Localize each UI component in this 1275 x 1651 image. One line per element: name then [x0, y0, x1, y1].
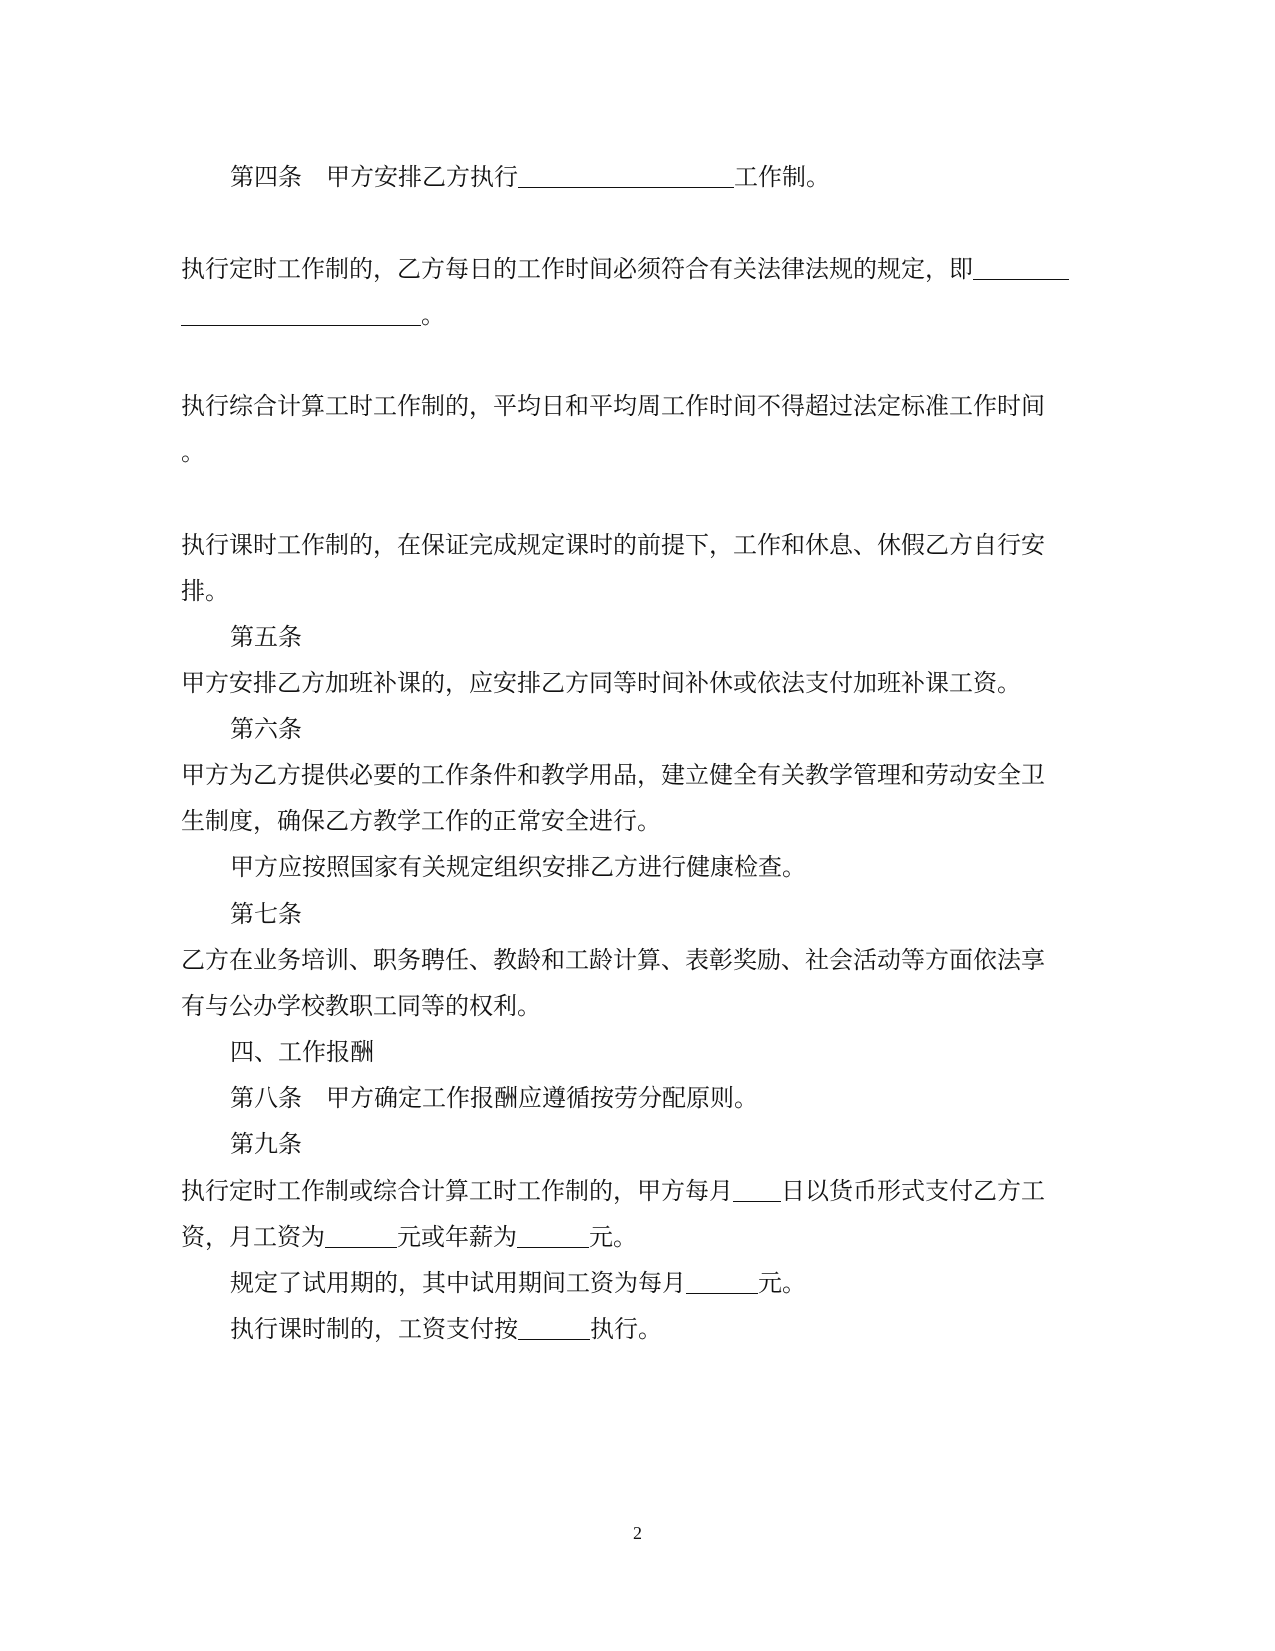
article-6-heading: 第六条	[230, 715, 302, 743]
class-hours-line-1: 执行课时工作制的，在保证完成规定课时的前提下，工作和休息、休假乙方自行安	[181, 531, 1045, 559]
article-9-text-1: 执行定时工作制或综合计算工时工作制的，甲方每月＿＿日以货币形式支付乙方工	[181, 1177, 1045, 1205]
article-7-text-1: 乙方在业务培训、职务聘任、教龄和工龄计算、表彰奖励、社会活动等方面依法享	[181, 946, 1045, 974]
article-6-text-3: 甲方应按照国家有关规定组织安排乙方进行健康检查。	[230, 853, 806, 881]
class-hours-line-2: 排。	[181, 577, 229, 605]
article-9-text-3: 规定了试用期的，其中试用期间工资为每月＿＿＿元。	[230, 1269, 806, 1297]
section-4-heading: 四、工作报酬	[230, 1038, 374, 1066]
fixed-hours-line-1: 执行定时工作制的，乙方每日的工作时间必须符合有关法律法规的规定，即＿＿＿＿	[181, 255, 1069, 283]
article-6-text-2: 生制度，确保乙方教学工作的正常安全进行。	[181, 807, 661, 835]
comprehensive-hours-line-2: 。	[181, 438, 205, 466]
article-7-heading: 第七条	[230, 900, 302, 928]
article-5-heading: 第五条	[230, 623, 302, 651]
article-9-heading: 第九条	[230, 1130, 302, 1158]
article-6-text-1: 甲方为乙方提供必要的工作条件和教学用品，建立健全有关教学管理和劳动安全卫	[181, 761, 1045, 789]
article-9-text-4: 执行课时制的，工资支付按＿＿＿执行。	[230, 1315, 662, 1343]
article-5-text: 甲方安排乙方加班补课的，应安排乙方同等时间补休或依法支付加班补课工资。	[181, 669, 1021, 697]
page-number: 2	[633, 1523, 642, 1543]
article-7-text-2: 有与公办学校教职工同等的权利。	[181, 992, 541, 1020]
fixed-hours-line-2: ＿＿＿＿＿＿＿＿＿＿。	[181, 301, 445, 329]
article-8-line: 第八条 甲方确定工作报酬应遵循按劳分配原则。	[230, 1084, 758, 1112]
article-9-text-2: 资，月工资为＿＿＿元或年薪为＿＿＿元。	[181, 1223, 637, 1251]
comprehensive-hours-line-1: 执行综合计算工时工作制的，平均日和平均周工作时间不得超过法定标准工作时间	[181, 392, 1045, 420]
article-4-line: 第四条 甲方安排乙方执行＿＿＿＿＿＿＿＿＿工作制。	[230, 163, 830, 191]
